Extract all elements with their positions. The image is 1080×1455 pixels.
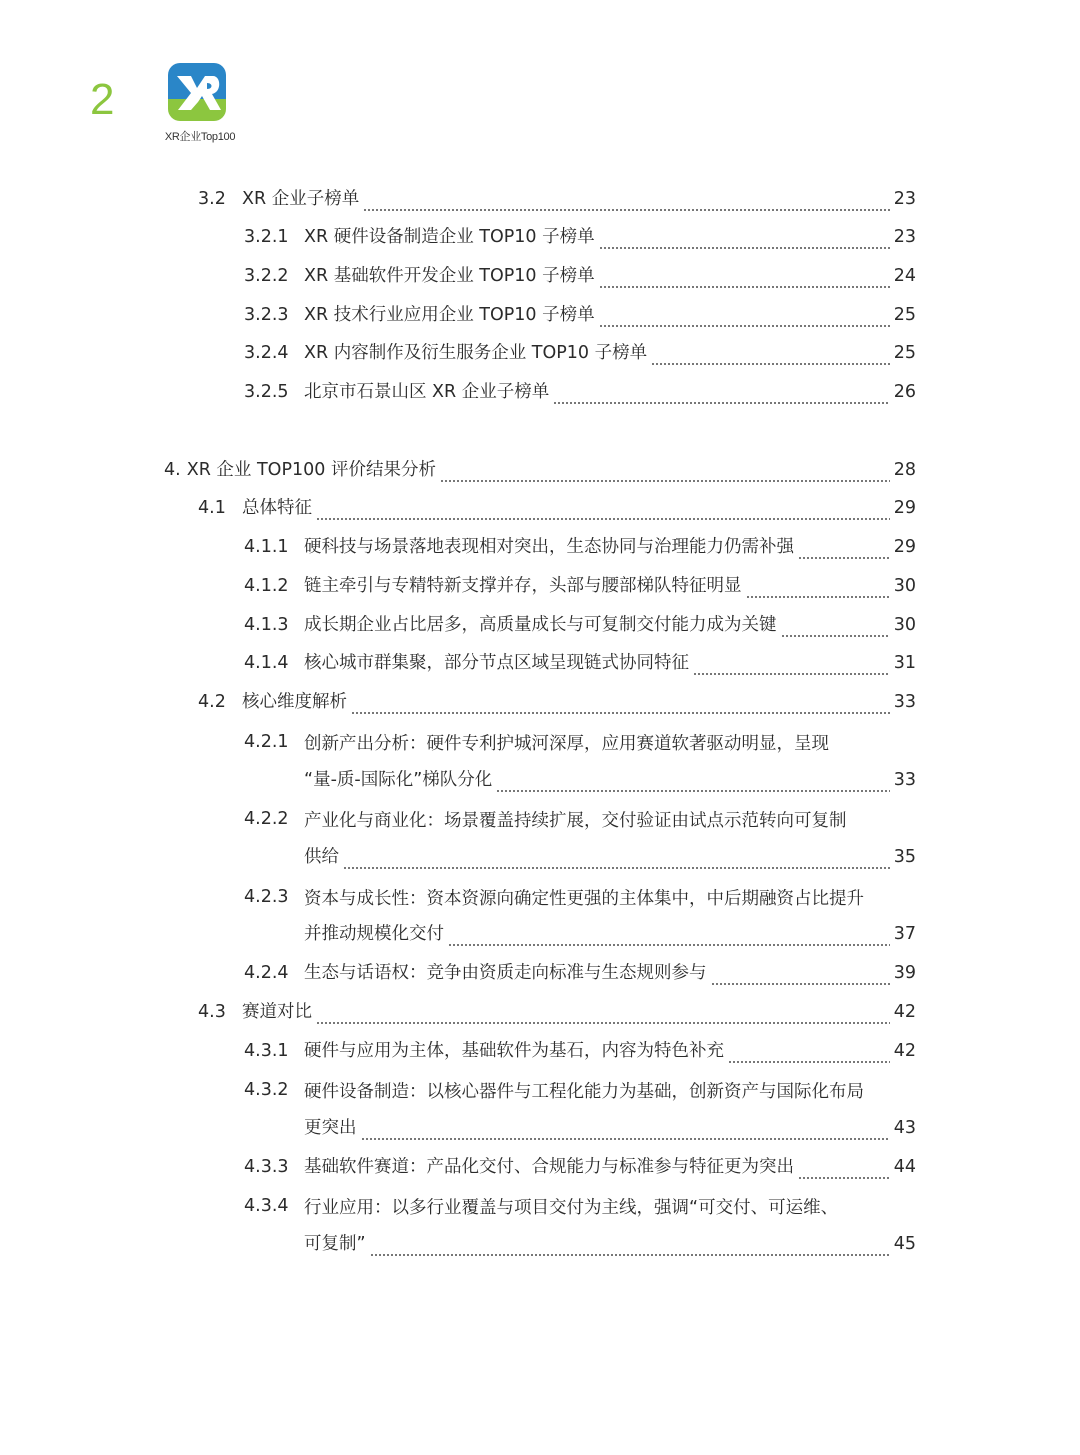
toc-entry-title: XR 硬件设备制造企业 TOP10 子榜单 — [304, 227, 595, 248]
toc-entry-page: 42 — [893, 1002, 916, 1023]
toc-entry-title: 硬件与应用为主体，基础软件为基石，内容为特色补充 — [304, 1041, 724, 1062]
toc-entry-title-continued: 供给 — [304, 847, 339, 868]
toc-entry[interactable] — [244, 1187, 838, 1225]
dot-leader — [343, 839, 890, 877]
toc-entry[interactable] — [244, 1149, 916, 1187]
toc-entry-number: 4.3.2 — [244, 1080, 289, 1100]
dot-leader — [798, 1149, 890, 1187]
toc-entry[interactable] — [244, 800, 847, 838]
toc-entry[interactable] — [244, 297, 916, 335]
dot-leader — [599, 297, 890, 335]
toc-entry[interactable] — [244, 568, 916, 606]
xr-logo-icon — [167, 62, 227, 122]
toc-entry-number: 4.1.3 — [244, 615, 289, 636]
toc-entry-number: 4.2.1 — [244, 732, 289, 752]
toc-entry[interactable] — [244, 878, 864, 916]
toc-entry[interactable] — [244, 1033, 916, 1071]
dot-leader — [798, 529, 890, 567]
xr-top100-logo — [156, 62, 244, 144]
toc-entry-page: 35 — [893, 847, 916, 868]
toc-entry-page: 43 — [893, 1118, 916, 1139]
toc-entry-title-continued: 更突出 — [304, 1118, 357, 1139]
toc-entry-title: 硬科技与场景落地表现相对突出，生态协同与治理能力仍需补强 — [304, 537, 794, 558]
dot-leader — [746, 568, 890, 606]
toc-entry-page: 39 — [893, 963, 916, 984]
toc-entry-title: 北京市石景山区 XR 企业子榜单 — [304, 382, 550, 403]
dot-leader — [553, 374, 889, 412]
toc-entry-title: XR 技术行业应用企业 TOP10 子榜单 — [304, 305, 595, 326]
toc-entry-title: 产业化与商业化：场景覆盖持续扩展，交付验证由试点示范转向可复制 — [304, 810, 847, 831]
toc-entry-page: 31 — [893, 653, 916, 674]
toc-entry-title: XR 企业子榜单 — [242, 189, 360, 210]
toc-entry-title: 赛道对比 — [242, 1002, 312, 1023]
toc-entry-number: 3.2.3 — [244, 305, 289, 326]
toc-entry-number: 4.2.4 — [244, 963, 289, 984]
page-number: 2 — [90, 75, 115, 124]
toc-entry-page: 25 — [893, 305, 916, 326]
toc-entry[interactable] — [198, 684, 916, 722]
toc-entry-continuation[interactable] — [304, 762, 916, 800]
toc-entry-number: 4.1 — [198, 498, 226, 519]
toc-entry-page: 44 — [893, 1157, 916, 1178]
toc-entry-page: 45 — [893, 1234, 916, 1255]
dot-leader — [599, 219, 890, 257]
dot-leader — [316, 490, 890, 528]
toc-entry-number: 4.2.3 — [244, 887, 289, 907]
toc-entry-number: 4.1.1 — [244, 537, 289, 558]
toc-entry-continuation[interactable] — [304, 1110, 916, 1148]
dot-leader — [440, 452, 890, 490]
toc-entry-title: 成长期企业占比居多，高质量成长与可复制交付能力成为关键 — [304, 615, 777, 636]
toc-entry-number: 3.2.1 — [244, 227, 289, 248]
toc-entry-page: 26 — [893, 382, 916, 403]
toc-entry-page: 29 — [893, 537, 916, 558]
toc-entry-number: 4. — [164, 460, 181, 481]
toc-entry[interactable] — [164, 452, 916, 490]
toc-entry-title-continued: 可复制” — [304, 1234, 366, 1255]
toc-entry[interactable] — [244, 219, 916, 257]
toc-entry-continuation[interactable] — [304, 839, 916, 877]
dot-leader — [651, 335, 890, 373]
toc-entry[interactable] — [244, 374, 916, 412]
toc-entry[interactable] — [244, 955, 916, 993]
toc-entry-title: 生态与话语权：竞争由资质走向标准与生态规则参与 — [304, 963, 707, 984]
toc-entry[interactable] — [244, 1071, 864, 1109]
toc-entry-number: 4.2 — [198, 692, 226, 713]
toc-entry-number: 4.1.2 — [244, 576, 289, 597]
toc-entry-title: 硬件设备制造：以核心器件与工程化能力为基础，创新资产与国际化布局 — [304, 1081, 864, 1102]
toc-entry[interactable] — [244, 258, 916, 296]
toc-entry-page: 30 — [893, 615, 916, 636]
toc-entry-number: 4.2.2 — [244, 809, 289, 829]
dot-leader — [599, 258, 890, 296]
toc-entry-page: 23 — [893, 227, 916, 248]
toc-entry[interactable] — [244, 335, 916, 373]
toc-entry-page: 42 — [893, 1041, 916, 1062]
toc-entry-title: 链主牵引与专精特新支撑并存，头部与腰部梯队特征明显 — [304, 576, 742, 597]
toc-entry-title: 基础软件赛道：产品化交付、合规能力与标准参与特征更为突出 — [304, 1157, 794, 1178]
toc-entry-page: 24 — [893, 266, 916, 287]
toc-entry-title: 资本与成长性：资本资源向确定性更强的主体集中，中后期融资占比提升 — [304, 888, 864, 909]
dot-leader — [370, 1226, 890, 1264]
toc-entry-number: 4.3.4 — [244, 1196, 289, 1216]
toc-entry-page: 28 — [893, 460, 916, 481]
dot-leader — [363, 181, 890, 219]
dot-leader — [693, 645, 890, 683]
toc-entry-number: 3.2 — [198, 189, 226, 210]
toc-entry-page: 37 — [893, 924, 916, 945]
toc-entry-title: 核心维度解析 — [242, 692, 347, 713]
toc-entry-continuation[interactable] — [304, 916, 916, 954]
toc-entry-number: 3.2.2 — [244, 266, 289, 287]
toc-entry-number: 4.3.1 — [244, 1041, 289, 1062]
toc-entry-page: 25 — [893, 343, 916, 364]
toc-entry-number: 4.1.4 — [244, 653, 289, 674]
toc-entry-page: 29 — [893, 498, 916, 519]
logo-caption: XR企业Top100 — [164, 131, 236, 143]
toc-entry-title: 总体特征 — [242, 498, 312, 519]
dot-leader — [496, 762, 889, 800]
toc-entry-continuation[interactable] — [304, 1226, 916, 1264]
dot-leader — [781, 607, 890, 645]
toc-entry-number: 4.3 — [198, 1002, 226, 1023]
toc-entry[interactable] — [244, 529, 916, 567]
toc-entry-title: 行业应用：以多行业覆盖与项目交付为主线，强调“可交付、可运维、 — [304, 1197, 839, 1218]
toc-entry-page: 33 — [893, 692, 916, 713]
toc-entry-title: XR 内容制作及衍生服务企业 TOP10 子榜单 — [304, 343, 648, 364]
dot-leader — [711, 955, 890, 993]
toc-entry-number: 4.3.3 — [244, 1157, 289, 1178]
dot-leader — [361, 1110, 890, 1148]
dot-leader — [728, 1033, 890, 1071]
dot-leader — [316, 994, 890, 1032]
toc-entry-page: 23 — [893, 189, 916, 210]
toc-entry-number: 3.2.4 — [244, 343, 289, 364]
toc-entry-title: XR 基础软件开发企业 TOP10 子榜单 — [304, 266, 595, 287]
toc-entry-number: 3.2.5 — [244, 382, 289, 403]
toc-entry[interactable] — [198, 490, 916, 528]
toc-entry-title: XR 企业 TOP100 评价结果分析 — [186, 460, 436, 481]
toc-entry[interactable] — [198, 181, 916, 219]
toc-entry-title: 创新产出分析：硬件专利护城河深厚，应用赛道软著驱动明显，呈现 — [304, 733, 829, 754]
toc-entry-title-continued: 并推动规模化交付 — [304, 924, 444, 945]
toc-entry-page: 33 — [893, 770, 916, 791]
toc-entry-title: 核心城市群集聚，部分节点区域呈现链式协同特征 — [304, 653, 689, 674]
dot-leader — [448, 916, 890, 954]
dot-leader — [351, 684, 890, 722]
toc-entry[interactable] — [198, 994, 916, 1032]
toc-entry-page: 30 — [893, 576, 916, 597]
toc-entry-title-continued: “量-质-国际化”梯队分化 — [304, 770, 493, 791]
toc-entry[interactable] — [244, 645, 916, 683]
toc-entry[interactable] — [244, 607, 916, 645]
toc-entry[interactable] — [244, 723, 829, 761]
